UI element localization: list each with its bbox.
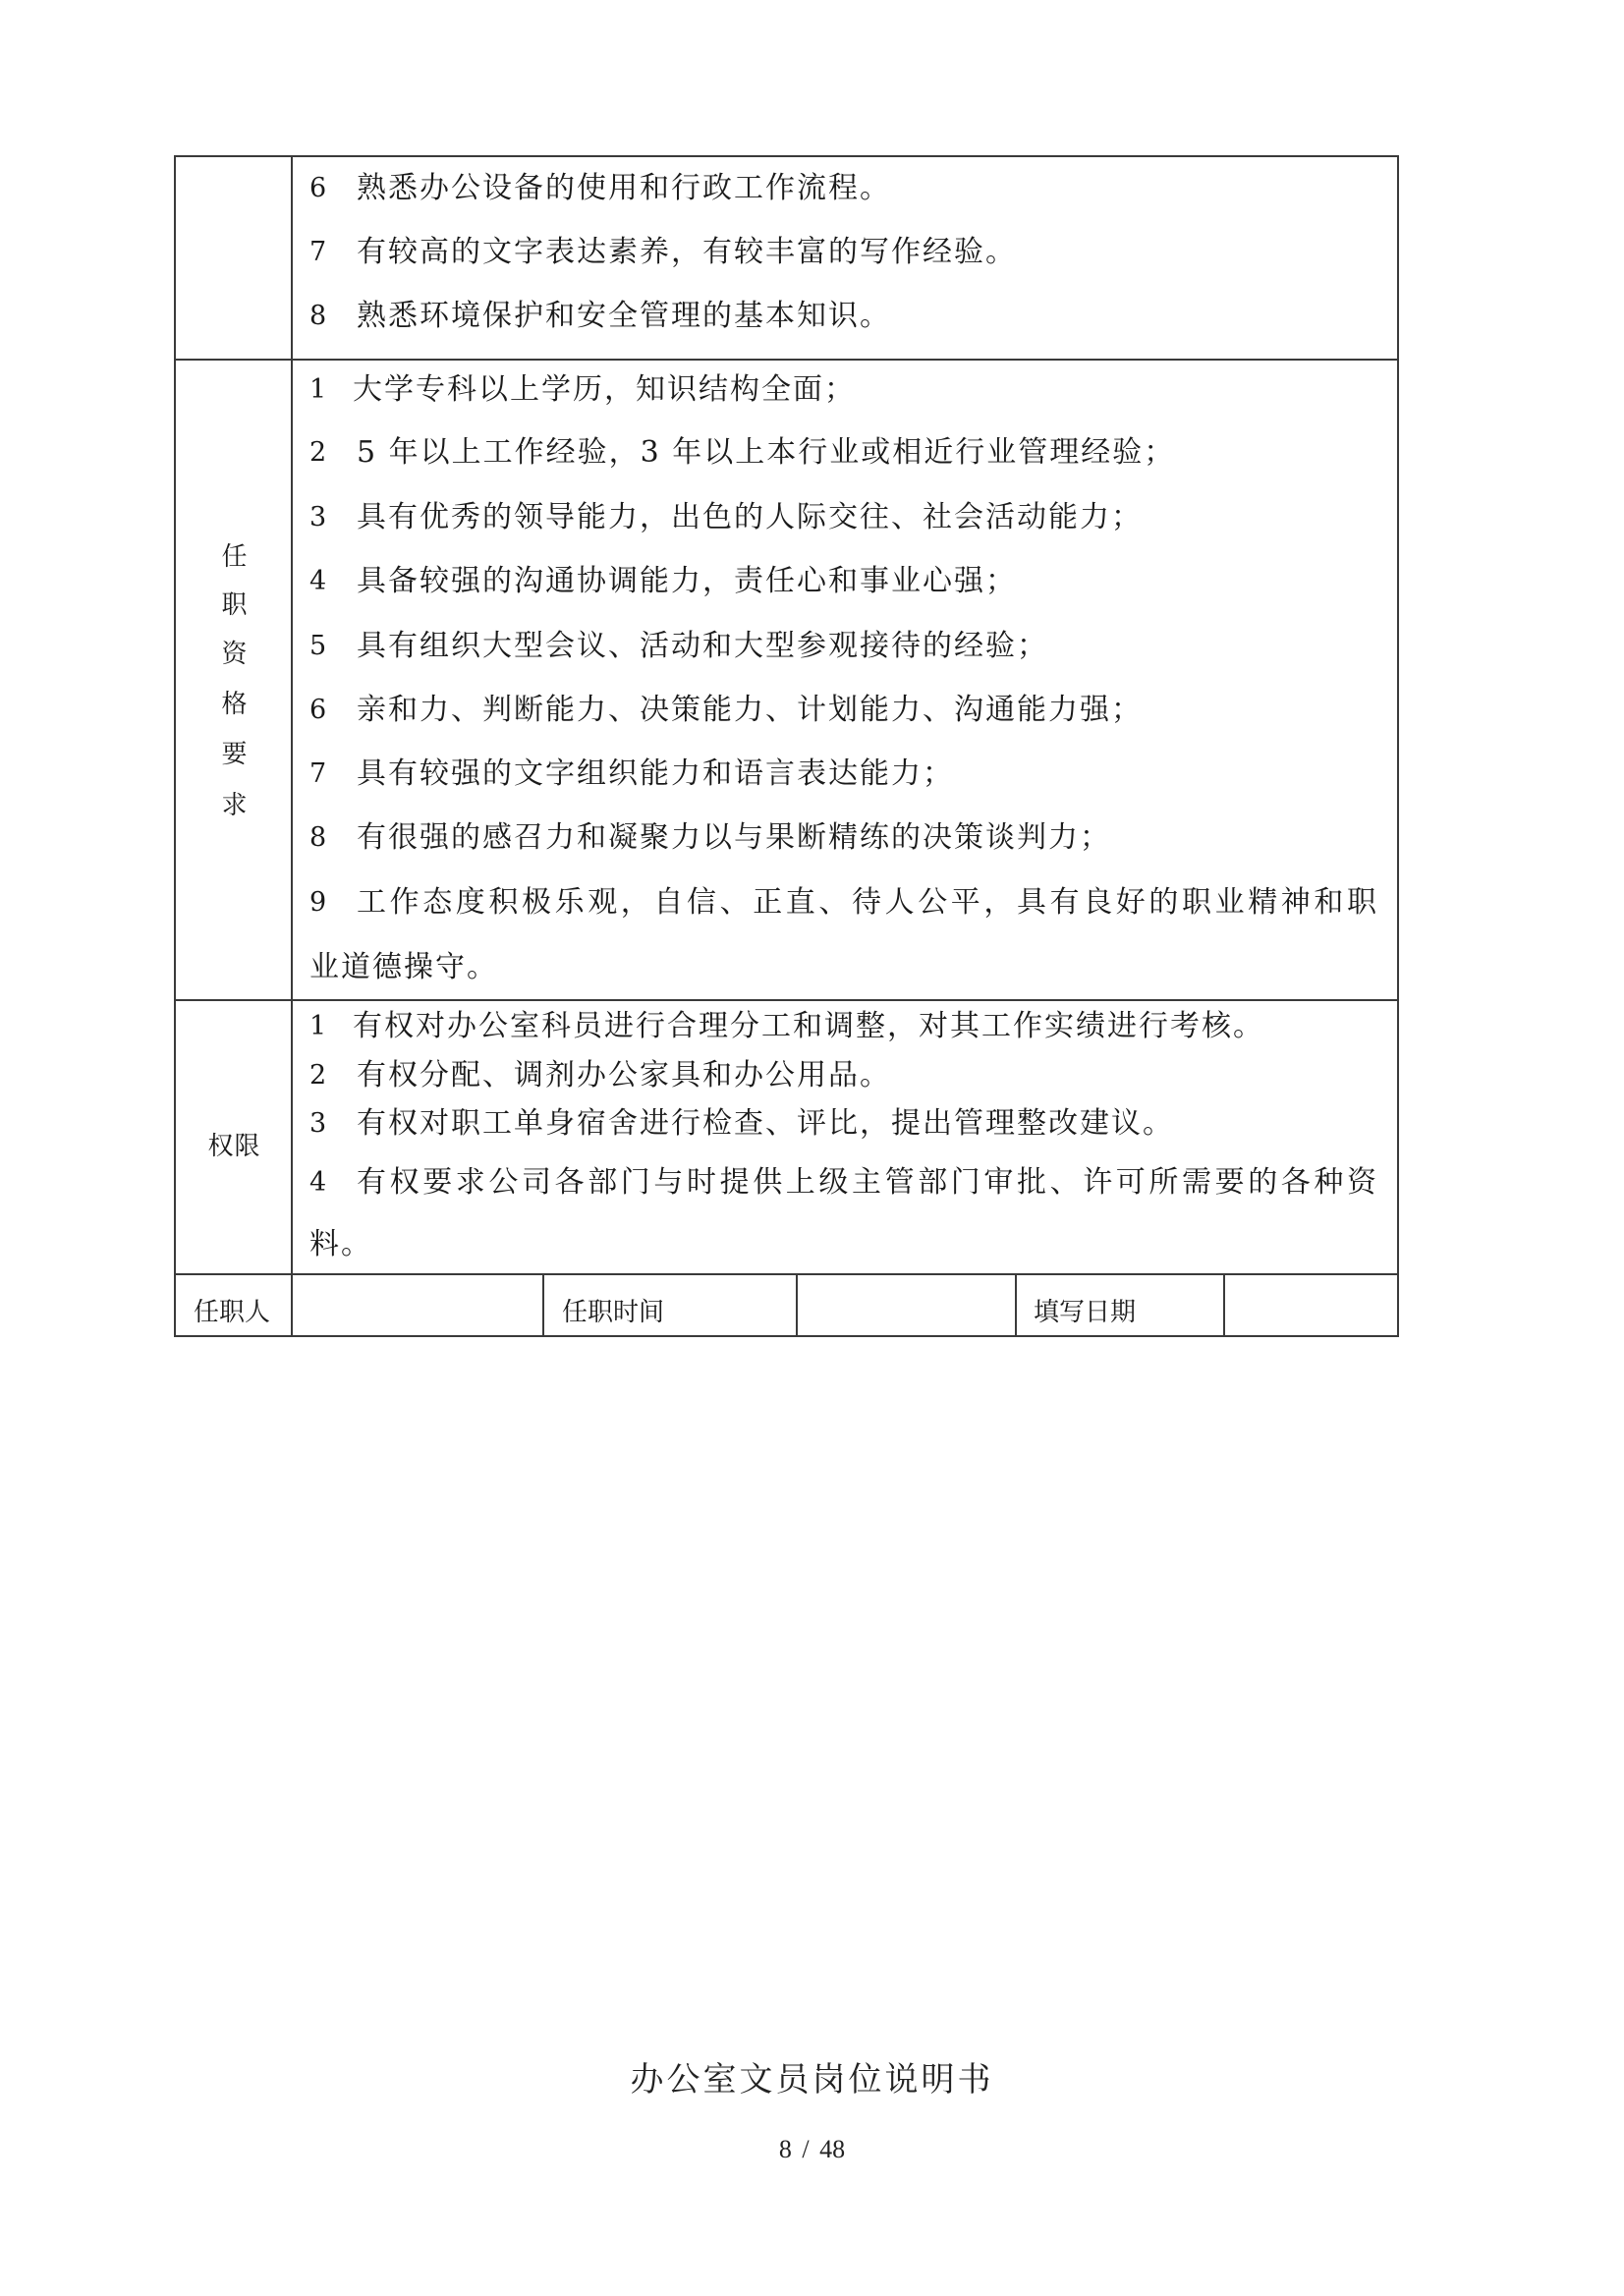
item-number: 2: [309, 1060, 327, 1091]
item-text: 具有优秀的领导能力，出色的人际交往、社会活动能力；: [357, 500, 1143, 534]
holder-field[interactable]: [295, 1297, 540, 1328]
item-number: 6: [309, 695, 327, 725]
item-text: 具备较强的沟通协调能力，责任心和事业心强；: [357, 564, 1017, 598]
section-label-char: 职: [221, 590, 248, 620]
document-title-footer: 办公室文员岗位说明书: [630, 2060, 994, 2100]
item-number: 1: [309, 374, 327, 405]
item-text: 工作态度积极乐观，自信、正直、待人公平，具有良好的职业精神和职: [357, 885, 1378, 920]
section-label-char: 求: [221, 791, 248, 820]
job-description-table: [174, 155, 1399, 1337]
holder-label: 任职人: [194, 1298, 271, 1327]
item-text: 大学专科以上学历，知识结构全面；: [353, 372, 856, 407]
authority-content-cell: [293, 1001, 1399, 1273]
item-text: 具有较强的文字组织能力和语言表达能力；: [357, 756, 954, 791]
item-text: 有权对职工单身宿舍进行检查、评比，提出管理整改建议。: [357, 1106, 1174, 1141]
item-text: 有权对办公室科员进行合理分工和调整，对其工作实绩进行考核。: [353, 1009, 1264, 1043]
section-label: 权限: [207, 1132, 261, 1161]
item-text: 有较高的文字表达素养，有较丰富的写作经验。: [357, 235, 1017, 269]
date-field[interactable]: [1228, 1297, 1395, 1328]
item-text: 熟悉环境保护和安全管理的基本知识。: [357, 299, 891, 333]
item-number: 4: [309, 566, 327, 596]
item-number: 8: [309, 301, 327, 331]
item-number: 9: [309, 887, 327, 918]
date-label: 填写日期: [1034, 1298, 1137, 1327]
item-text-continued: 业道德操守。: [309, 950, 498, 984]
item-number: 3: [309, 1108, 327, 1139]
page-number: 8 / 48: [778, 2135, 846, 2163]
item-number: 8: [309, 822, 327, 853]
item-number: 7: [309, 758, 327, 789]
section-label-char: 任: [221, 542, 248, 572]
item-number: 1: [309, 1011, 327, 1041]
item-text: 具有组织大型会议、活动和大型参观接待的经验；: [357, 629, 1048, 663]
authority-label-cell: [176, 1001, 291, 1273]
section-label-char: 资: [221, 640, 248, 669]
section-label-char: 格: [221, 690, 248, 719]
item-number: 6: [309, 173, 327, 203]
item-number: 3: [309, 502, 327, 532]
item-number: 4: [309, 1167, 327, 1198]
item-number: 2: [309, 437, 327, 468]
section-label-char: 要: [221, 740, 248, 769]
item-text: 5 年以上工作经验，3 年以上本行业或相近行业管理经验；: [357, 435, 1176, 470]
qualifications-content-cell: [293, 361, 1399, 999]
item-text: 有权要求公司各部门与时提供上级主管部门审批、许可所需要的各种资: [357, 1165, 1378, 1200]
item-text: 有权分配、调剂办公家具和办公用品。: [357, 1058, 891, 1092]
signature-row: [176, 1275, 1397, 1337]
item-text: 有很强的感召力和凝聚力以与果断精练的决策谈判力；: [357, 820, 1111, 855]
item-text-continued: 料。: [309, 1227, 372, 1261]
item-number: 5: [309, 631, 327, 661]
tenure-field[interactable]: [801, 1297, 1012, 1328]
item-text: 熟悉办公设备的使用和行政工作流程。: [357, 171, 891, 205]
qualifications-label-cell: [176, 361, 291, 999]
item-text: 亲和力、判断能力、决策能力、计划能力、沟通能力强；: [357, 693, 1143, 727]
item-number: 7: [309, 237, 327, 267]
skills-continued-cell: [293, 157, 1399, 359]
tenure-label: 任职时间: [562, 1298, 665, 1327]
